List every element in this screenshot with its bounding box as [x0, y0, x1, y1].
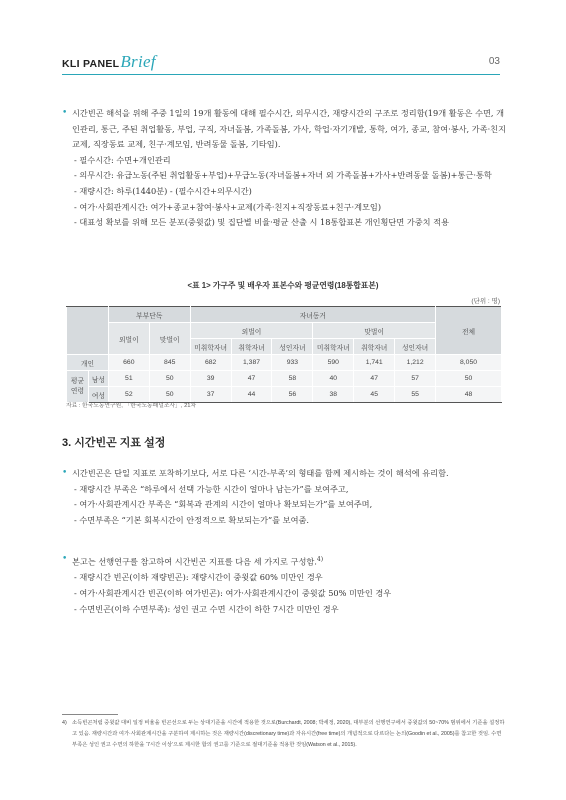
- table-cell: 56: [272, 387, 313, 403]
- intro-dash-5: - 대표성 확보를 위해 모든 분포(중윗값) 및 집단별 비율·평균 산출 시 18통합표본 개인횡단면 가중치 적용: [74, 217, 449, 228]
- table-title: <표 1> 가구주 및 배우자 표본수와 평균연령(18통합표본): [187, 281, 379, 290]
- col-dual-earner-a: 맞벌이: [149, 323, 190, 355]
- intro-block: [62, 106, 506, 231]
- col-adult-1: 성인자녀: [272, 339, 313, 355]
- sample-table: [66, 306, 502, 403]
- section-dash: - 수면빈곤(이하 수면부족): 성인 권고 수면 시간이 하한 7시간 미만인 경우: [74, 603, 339, 614]
- section-block-2: [62, 552, 506, 617]
- table-source: 자료 : 한국노동연구원, 「한국노동패널조사」, 21차: [66, 403, 197, 409]
- header-rule: [62, 74, 500, 75]
- brand-prefix: KLI PANEL: [62, 58, 120, 70]
- intro-dash-3: - 재량시간: 하루(1440분) - (필수시간+의무시간): [74, 185, 252, 196]
- page-header: [0, 0, 566, 90]
- table-cell: 933: [272, 355, 313, 371]
- col-single-earner-b: 외벌이: [190, 323, 313, 339]
- table-cell: 45: [354, 387, 395, 403]
- table-unit: (단위 : 명): [471, 298, 500, 305]
- col-dual-earner-b: 맞벌이: [313, 323, 436, 339]
- table-cell: 682: [190, 355, 231, 371]
- table-cell: 51: [108, 371, 149, 387]
- section-bullet-1: • 시간빈곤은 단일 지표로 포착하기보다, 서로 다른 ‘시간-부족’의 형태를 함께 제시하는 것이 해석에 유리함.: [62, 466, 506, 482]
- table-cell: 1,741: [354, 355, 395, 371]
- table-cell: 58: [272, 371, 313, 387]
- table-cell: 50: [149, 387, 190, 403]
- table-cell: 660: [108, 355, 149, 371]
- col-single-earner-a: 외벌이: [108, 323, 149, 355]
- table-cell: 38: [313, 387, 354, 403]
- table-cell: 52: [108, 387, 149, 403]
- col-preschool-1: 미취학자녀: [190, 339, 231, 355]
- intro-dash-4: - 여가·사회관계시간: 여가+종교+참여·봉사+교제(가족·친지+직장동료+친구·계모임): [74, 201, 382, 212]
- row-label: 개인: [67, 355, 109, 371]
- brand-script: Brief: [120, 52, 156, 71]
- table-row: [67, 371, 502, 387]
- col-no-child: 부부단독: [108, 307, 190, 323]
- table-cell: 590: [313, 355, 354, 371]
- table-cell: 44: [231, 387, 272, 403]
- footnote-text: 소득빈곤처럼 중윗값 대비 일정 비율을 빈곤선으로 두는 상대기준을 시간에 적용한 것으로(Burchardt, 2008; 박세정, 2020), 대부분의 선행연구에서 중윗값의 50~70% 범위에서 기준을 설정하고 있음. 재량시간과 여가·사회관계시간을 구분하여 제시하는 것은 재량시간(discretionary time)과 자유시간(free time)의 개념적으로 다르다는 논의(Goodin et al., 2005)를 참고한 것임. 수면부족은 성인 권고 수면의 하한을 ‘7시간 이상’으로 제시한 합의 권고를 기준으로 절대기준을 적용한 것임(Watson et al., 2015).: [72, 720, 505, 748]
- section-dash: - 수면부족은 “기본 회복시간이 안정적으로 확보되는가”를 보여줌.: [74, 514, 309, 525]
- group-label: 평균 연령: [67, 371, 89, 403]
- col-school-2: 취학자녀: [354, 339, 395, 355]
- footnote-ref: 4): [316, 556, 324, 563]
- table-cell: 8,050: [436, 355, 502, 371]
- table-cell: 1,387: [231, 355, 272, 371]
- table-row: [67, 355, 502, 371]
- footnote: [62, 718, 506, 751]
- table-cell: 37: [190, 387, 231, 403]
- col-total: 전체: [436, 307, 502, 355]
- section-dash: - 재량시간 빈곤(이하 재량빈곤): 재량시간이 중윗값 60% 미만인 경우: [74, 572, 323, 583]
- table-cell: 845: [149, 355, 190, 371]
- intro-bullet: • 시간빈곤 해석을 위해 주중 1일의 19개 활동에 대해 필수시간, 의무시간, 재량시간의 구조로 정리함(19개 활동은 수면, 개인관리, 통근, 주된 취업활동, 부업, 구직, 자녀돌봄, 가족돌봄, 가사, 학업·자기개발, 통학, 여가, 종교, 참여·봉사, 가족·친지 교제, 직장동료 교제, 친구·계모임, 반려동물 돌봄, 기타임).: [62, 106, 506, 153]
- section-block-1: [62, 466, 506, 528]
- intro-dash-1: - 필수시간: 수면+개인관리: [74, 154, 171, 165]
- brand-logo: [62, 52, 156, 72]
- table-cell: 50: [436, 371, 502, 387]
- intro-dash-2: - 의무시간: 유급노동(주된 취업활동+부업)+무급노동(자녀돌봄+자녀 외 가족돌봄+가사+반려동물 돌봄)+통근·통학: [74, 170, 492, 181]
- section-dash: - 재량시간 부족은 “하루에서 선택 가능한 시간이 얼마나 남는가”를 보여주고,: [74, 483, 349, 494]
- row-label: 여성: [88, 387, 108, 403]
- table-cell: 1,212: [395, 355, 436, 371]
- section-title: 3. 시간빈곤 지표 설정: [62, 437, 166, 449]
- table-cell: 47: [231, 371, 272, 387]
- row-label: 남성: [88, 371, 108, 387]
- table-cell: 39: [190, 371, 231, 387]
- footnote-rule: [62, 714, 118, 715]
- table-cell: 57: [395, 371, 436, 387]
- col-preschool-2: 미취학자녀: [313, 339, 354, 355]
- footnote-number: 4): [62, 720, 67, 726]
- table-cell: 50: [149, 371, 190, 387]
- table-cell: 48: [436, 387, 502, 403]
- col-with-child: 자녀동거: [190, 307, 435, 323]
- section-dash: - 여가·사회관계시간 빈곤(이하 여가빈곤): 여가·사회관계시간이 중윗값 50% 미만인 경우: [74, 587, 392, 598]
- section-bullet-2: • 본고는 선행연구를 참고하여 시간빈곤 지표를 다음 세 가지로 구성함.$^{4)}$: [62, 552, 506, 570]
- table-corner: [67, 307, 109, 355]
- col-adult-2: 성인자녀: [395, 339, 436, 355]
- table-cell: 47: [354, 371, 395, 387]
- table-cell: 40: [313, 371, 354, 387]
- table-cell: 55: [395, 387, 436, 403]
- page-number: 03: [488, 56, 500, 67]
- section-dash: - 여가·사회관계시간 부족은 “회복과 관계의 시간이 얼마나 확보되는가”를 보여주며,: [74, 499, 373, 510]
- col-school-1: 취학자녀: [231, 339, 272, 355]
